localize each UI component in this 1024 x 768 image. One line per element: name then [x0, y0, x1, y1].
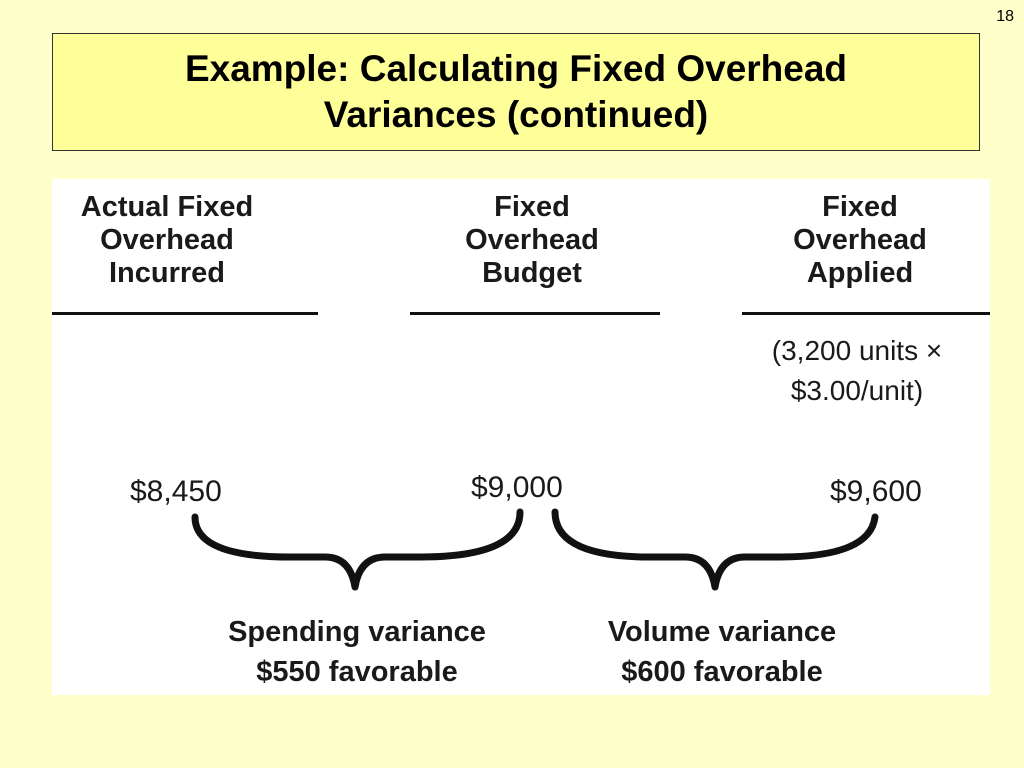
budget-heading-line-1: Fixed: [494, 191, 570, 223]
actual-amount: $8,450: [130, 475, 222, 508]
applied-heading-line-3: Applied: [806, 257, 914, 289]
spending-variance: [192, 612, 522, 692]
applied-note-line-1: (3,200 units ×: [771, 335, 943, 366]
applied-amount: $9,600: [830, 475, 922, 508]
actual-heading-line-1: Actual Fixed: [80, 191, 254, 223]
budget-heading-line-2: Overhead: [465, 224, 599, 256]
volume-variance-brace: [555, 512, 875, 587]
volume-variance: [572, 612, 872, 692]
page-number: 18: [996, 8, 1014, 25]
title-box: [52, 33, 980, 151]
spending-variance-label: Spending variance: [228, 616, 486, 648]
applied-heading-line-1: Fixed: [822, 191, 898, 223]
volume-variance-label: Volume variance: [607, 616, 837, 648]
spending-variance-value: $550 favorable: [256, 656, 458, 688]
volume-variance-value: $600 favorable: [621, 656, 823, 688]
actual-heading-line-2: Overhead: [100, 224, 234, 256]
slide-title-line-2: Variances (continued): [323, 94, 709, 135]
applied-heading-line-2: Overhead: [793, 224, 927, 256]
spending-variance-brace: [195, 512, 520, 587]
budget-amount: $9,000: [471, 471, 563, 504]
budget-heading-line-3: Budget: [482, 257, 582, 289]
slide-title-line-1: Example: Calculating Fixed Overhead: [184, 48, 848, 89]
applied-note-line-2: $3.00/unit): [790, 375, 924, 406]
diagram-panel: [52, 179, 990, 695]
actual-heading-line-3: Incurred: [108, 257, 226, 289]
